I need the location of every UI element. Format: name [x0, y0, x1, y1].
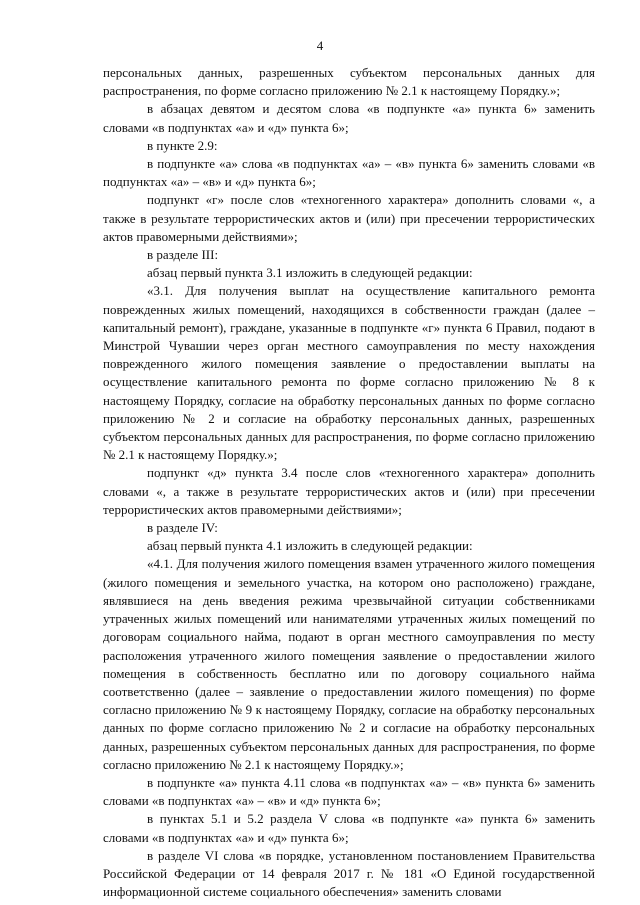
- paragraph-1: персональных данных, разрешенных субъектом персональных данных для распространения, по форме согласно приложению № 2.1 к настоящему Порядку.»;: [103, 65, 595, 99]
- paragraph-15: в разделе VI слова «в порядке, установленном постановлением Правительства Российской Федерации от 14 февраля 2017 г. № 181 «О Единой государственной информационной системе социального обеспечения» заменить словами: [103, 847, 595, 900]
- paragraph-3: в пункте 2.9:: [147, 137, 218, 153]
- paragraph-7: абзац первый пункта 3.1 изложить в следующей редакции:: [147, 265, 473, 281]
- paragraph-9: подпункт «д» пункта 3.4 после слов «техногенного характера» дополнить словами «, а также в результате террористических актов и (или) при пресечении террористических актов правомерными действиями»;: [103, 465, 595, 517]
- paragraph-13: в подпункте «а» пункта 4.11 слова «в подпунктах «а» – «в» пункта 6» заменить словами «в подпунктах «а» – «в» и «д» пункта 6»;: [103, 774, 595, 809]
- paragraph-12: «4.1. Для получения жилого помещения взамен утраченного жилого помещения (жилого помещения и земельного участка, на котором оно расположено) граждане, являвшиеся на день введения режима чрезвычайной ситуации собственниками утраченных жилых помещений или нанимателями утраченных жилых помещений по договорам социального найма, подают в орган местного самоуправления по месту расположения утраченного жилого помещения заявление о предоставлении жилого помещения в собственность бесплатно или по договору социального найма соответственно (далее – заявление о предоставлении жилого помещения) по форме согласно приложению № 9 к настоящему Порядку, согласие на обработку персональных данных по форме согласно приложению № 2 и согласие на обработку персональных данных, разрешенных субъектом персональных данных для распространения, по форме согласно приложению № 2.1 к настоящему Порядку.»;: [103, 556, 595, 772]
- paragraph-8: «3.1. Для получения выплат на осуществление капитального ремонта поврежденных жилых помещений, находящихся в собственности граждан (далее – капитальный ремонт), граждане, указанные в подпункте «г» пункта 6 Правил, подают в Минстрой Чувашии через орган местного самоуправления по месту нахождения поврежденного жилого помещения заявление о предоставлении выплаты на осуществление капитального ремонта по форме согласно приложению № 8 к настоящему Порядку, согласие на обработку персональных данных по форме согласно приложению № 2 и согласие на обработку персональных данных, разрешенных субъектом персональных данных для распространения, по форме согласно приложению № 2.1 к настоящему Порядку.»;: [103, 283, 595, 463]
- paragraph-4: в подпункте «а» слова «в подпунктах «а» – «в» пункта 6» заменить словами «в подпунктах «а» – «в» и «д» пункта 6»;: [103, 156, 595, 190]
- paragraph-10: в разделе IV:: [147, 520, 218, 536]
- paragraph-14: в пунктах 5.1 и 5.2 раздела V слова «в подпункте «а» пункта 6» заменить словами «в подпунктах «а» и «д» пункта 6»;: [103, 811, 595, 845]
- page-number: 4: [316, 38, 324, 53]
- paragraph-5: подпункт «г» после слов «техногенного характера» дополнить словами «, а также в результате террористических актов и (или) при пресечении террористических актов правомерными действиями»;: [103, 192, 595, 244]
- paragraph-2: в абзацах девятом и десятом слова «в подпункте «а» пункта 6» заменить словами «в подпунктах «а» и «д» пункта 6»;: [103, 101, 595, 135]
- paragraph-11: абзац первый пункта 4.1 изложить в следующей редакции:: [147, 538, 473, 554]
- document-body: [103, 64, 595, 901]
- paragraph-6: в разделе III:: [147, 247, 219, 263]
